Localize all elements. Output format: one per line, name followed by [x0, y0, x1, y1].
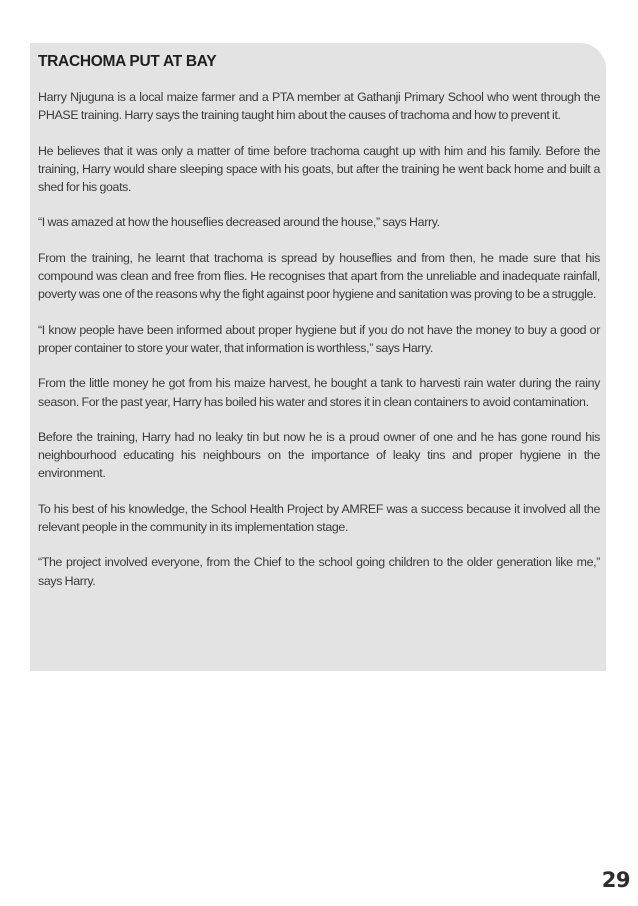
article-title: TRACHOMA PUT AT BAY [38, 53, 217, 70]
article-paragraph: From the little money he got from his maize harvest, he bought a tank to harvesti rain water during the rainy season. For the past year, Harry has boiled his water and stores it in clean containers to avoid contamination. [38, 376, 600, 409]
article-paragraph: He believes that it was only a matter of time before trachoma caught up with him and his family. Before the training, Harry would share sleeping space with his goats, but after the training he went back home and built a shed for his goats. [38, 143, 600, 195]
article-paragraph: “I know people have been informed about proper hygiene but if you do not have the money to buy a good or proper container to store your water, that information is worthless,” says Harry. [38, 322, 600, 355]
article-panel [30, 43, 606, 671]
article-paragraph: “I was amazed at how the houseflies decreased around the house,” says Harry. [38, 215, 440, 230]
article-paragraph: To his best of his knowledge, the School Health Project by AMREF was a success because it involved all the relevant people in the community in its implementation stage. [38, 501, 600, 535]
article-paragraph: Harry Njuguna is a local maize farmer and a PTA member at Gathanji Primary School who went through the PHASE training. Harry says the training taught him about the causes of trachoma and how to prevent it. [38, 90, 600, 123]
article-paragraph: “The project involved everyone, from the Chief to the school going children to the older generation like me,” says Harry. [38, 555, 600, 588]
article-paragraph: From the training, he learnt that trachoma is spread by houseflies and from then, he made sure that his compound was clean and free from flies. He recognises that apart from the unreliable and inadequate rainfall, poverty was one of the reasons why the fight against poor hygiene and sanitation was proving to be a struggle. [38, 250, 600, 302]
page-number: 29 [601, 868, 630, 892]
article-paragraph: Before the training, Harry had no leaky tin but now he is a proud owner of one and he has gone round his neighbourhood educating his neighbours on the importance of leaky tins and proper hygiene in the environment. [38, 429, 600, 481]
